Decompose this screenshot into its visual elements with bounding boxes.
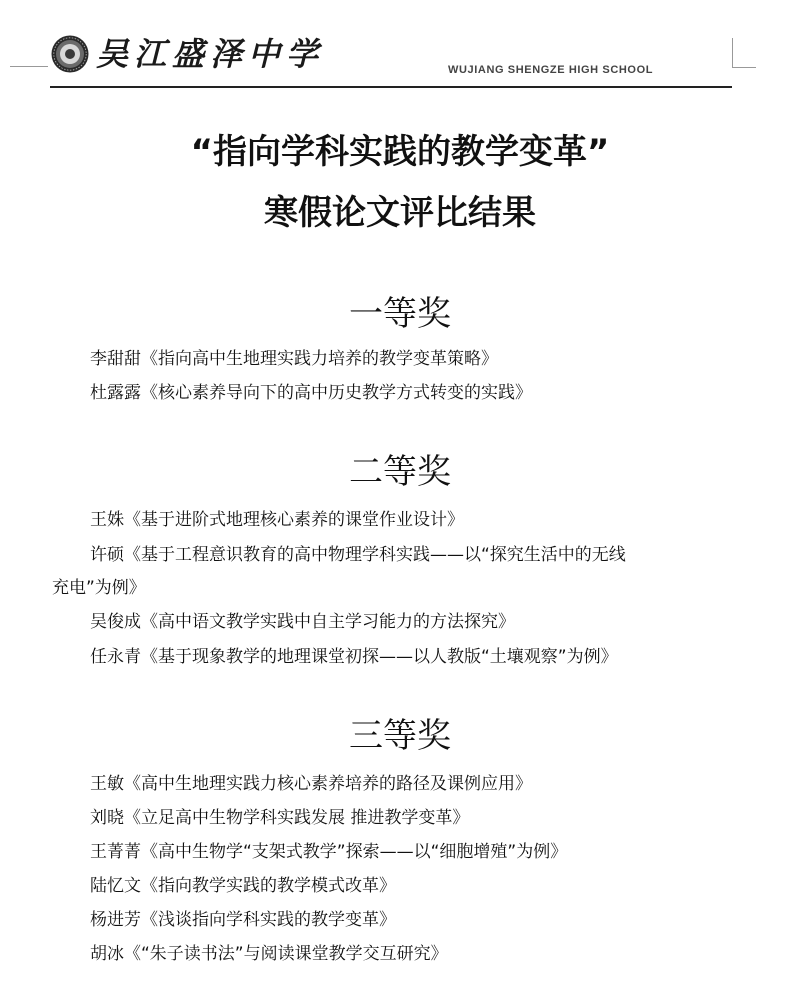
list-item: 杨进芳《浅谈指向学科实践的教学变革》 — [90, 910, 396, 930]
list-item: 吴俊成《高中语文教学实践中自主学习能力的方法探究》 — [90, 612, 515, 632]
list-item: 王菁菁《高中生物学“支架式教学”探索——以“细胞增殖”为例》 — [90, 842, 568, 862]
list-item: 杜露露《核心素养导向下的高中历史教学方式转变的实践》 — [90, 383, 532, 403]
header-corner-mark-h — [732, 67, 756, 68]
list-item: 李甜甜《指向高中生地理实践力培养的教学变革策略》 — [90, 349, 498, 369]
list-item: 许硕《基于工程意识教育的高中物理学科实践——以“探究生活中的无线 — [90, 545, 626, 565]
header-rule — [50, 86, 732, 88]
list-item: 胡冰《“朱子读书法”与阅读课堂教学交互研究》 — [90, 944, 448, 964]
page-title-line1: “指向学科实践的教学变革” — [190, 132, 610, 172]
list-item: 王敏《高中生地理实践力核心素养培养的路径及课例应用》 — [90, 774, 532, 794]
page-title-line2: 寒假论文评比结果 — [264, 193, 536, 233]
list-item: 任永青《基于现象教学的地理课堂初探——以人教版“土壤观察”为例》 — [90, 647, 618, 667]
list-item: 陆忆文《指向教学实践的教学模式改革》 — [90, 876, 396, 896]
header-left-line — [10, 66, 48, 67]
award-heading-second: 二等奖 — [349, 452, 451, 492]
award-heading-third: 三等奖 — [349, 716, 451, 756]
award-heading-first: 一等奖 — [349, 294, 451, 334]
school-name-en: WUJIANG SHENGZE HIGH SCHOOL — [448, 64, 654, 76]
school-name-cn: 吴江盛泽中学 — [96, 35, 325, 73]
list-item-continuation: 充电”为例》 — [52, 578, 146, 598]
header-corner-mark — [732, 38, 733, 68]
school-logo-icon — [50, 34, 90, 74]
list-item: 王姝《基于进阶式地理核心素养的课堂作业设计》 — [90, 510, 464, 530]
list-item: 刘晓《立足高中生物学科实践发展 推进教学变革》 — [90, 808, 470, 828]
